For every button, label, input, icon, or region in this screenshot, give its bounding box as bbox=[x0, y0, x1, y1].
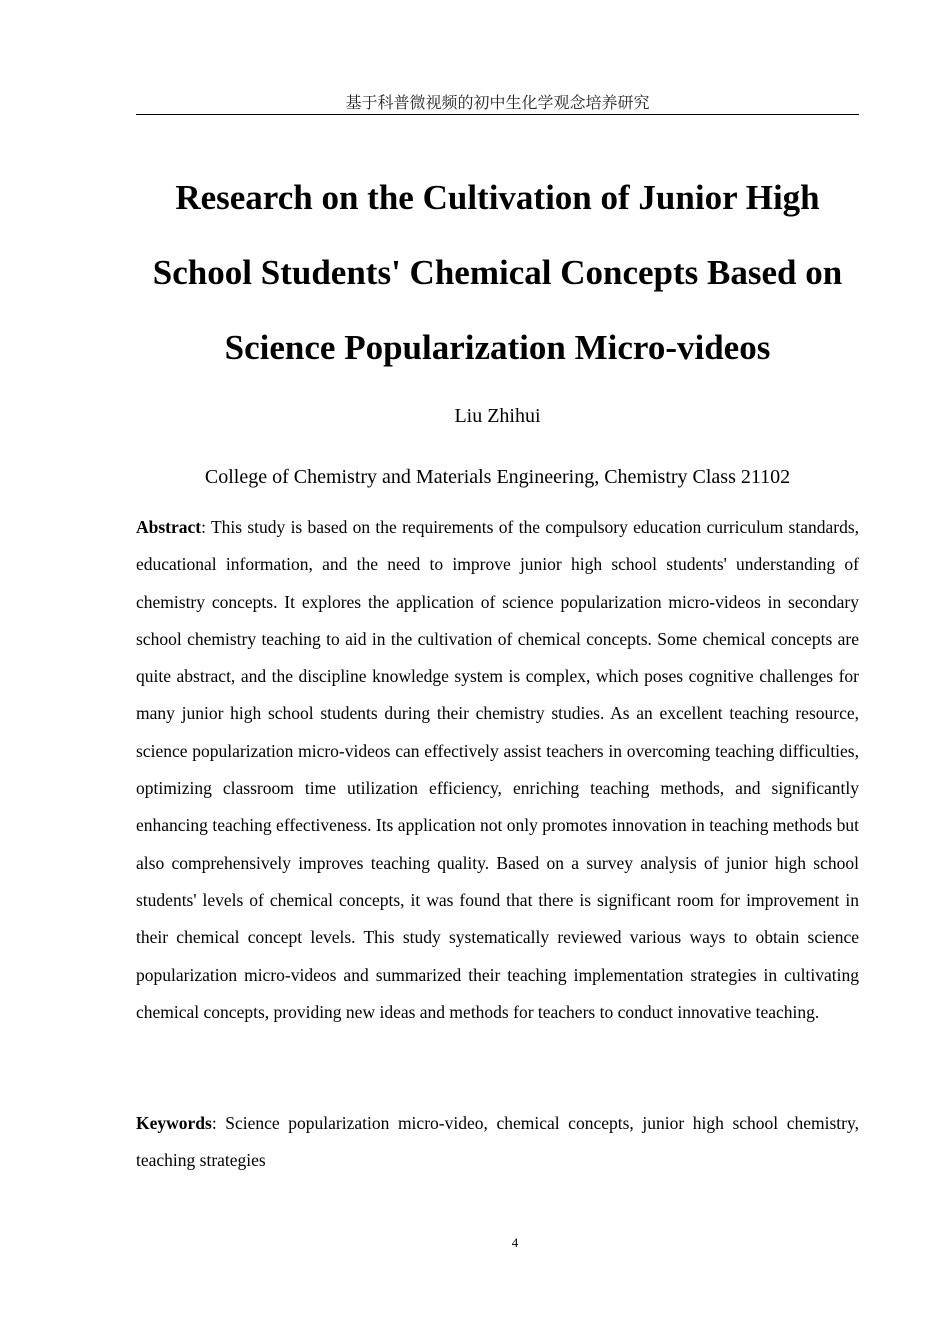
abstract-text: This study is based on the requirements of the compulsory education curriculum standards, educational information, and the need to improve junior high school students' understanding of chemistry concepts. It explores the application of science popularization micro-videos in secondary school chemistry teaching to aid in the cultivation of chemical concepts. Some chemical concepts are quite abstract, and the discipline knowledge system is complex, which poses cognitive challenges for many junior high school students during their chemistry studies. As an excellent teaching resource, science popularization micro-videos can effectively assist teachers in overcoming teaching difficulties, optimizing classroom time utilization efficiency, enriching teaching methods, and significantly enhancing teaching effectiveness. Its application not only promotes innovation in teaching methods but also comprehensively improves teaching quality. Based on a survey analysis of junior high school students' levels of chemical concepts, it was found that there is significant room for improvement in their chemical concept levels. This study systematically reviewed various ways to obtain science popularization micro-videos and summarized their teaching implementation strategies in cultivating chemical concepts, providing new ideas and methods for teachers to conduct innovative teaching. bbox=[136, 517, 860, 1022]
running-header bbox=[136, 91, 859, 115]
running-header-title: 基于科普微视频的初中生化学观念培养研究 bbox=[345, 93, 650, 112]
keywords-separator: : bbox=[211, 1113, 226, 1133]
abstract-separator: : bbox=[201, 517, 211, 537]
author-affiliation: College of Chemistry and Materials Engineering, Chemistry Class 21102 bbox=[204, 466, 791, 488]
paper-title-line-3: Science Popularization Micro-videos bbox=[224, 328, 771, 367]
keywords-label: Keywords bbox=[136, 1113, 212, 1133]
paper-title-line-2: School Students' Chemical Concepts Based on bbox=[152, 253, 843, 292]
abstract-label: Abstract bbox=[136, 517, 202, 537]
paper-title-line-1: Research on the Cultivation of Junior High bbox=[175, 178, 820, 217]
keywords-text: Science popularization micro-video, chemical concepts, junior high school chemistry, teaching strategies bbox=[136, 1113, 859, 1171]
paper-title bbox=[136, 160, 859, 385]
keywords-paragraph bbox=[136, 1105, 859, 1180]
abstract-paragraph bbox=[136, 509, 859, 1031]
author-name: Liu Zhihui bbox=[454, 405, 541, 427]
page-number: 4 bbox=[511, 1235, 519, 1250]
